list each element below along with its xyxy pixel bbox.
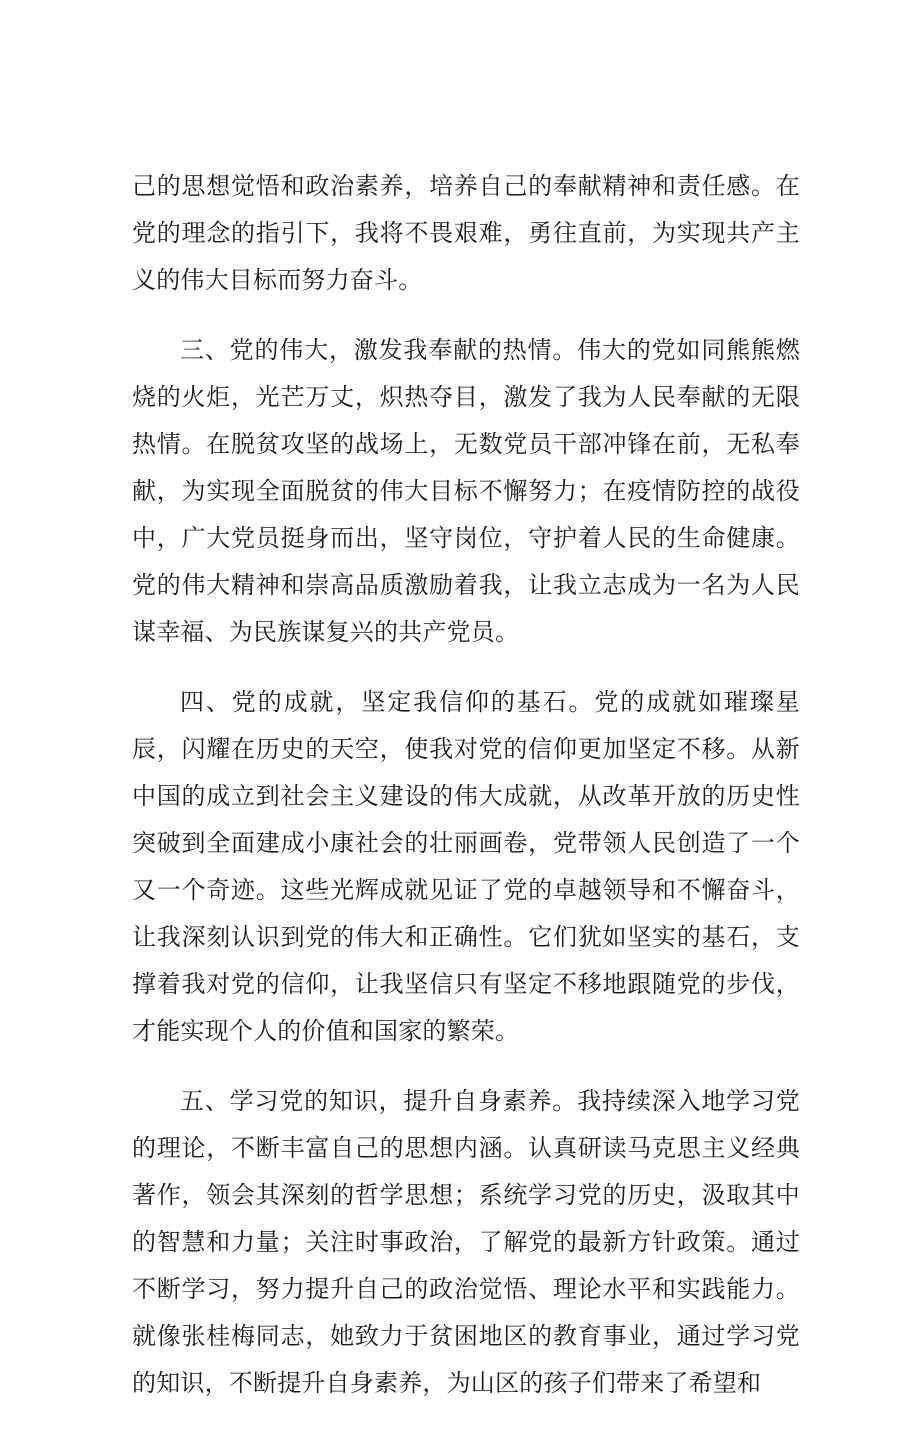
paragraph-section-five: 五、学习党的知识，提升自身素养。我持续深入地学习党的理论，不断丰富自己的思想内涵。认真研读马克思主义经典著作，领会其深刻的哲学思想；系统学习党的历史，汲取其中的智慧和力量；关注时事政治，了解党的最新方针政策。通过不断学习，努力提升自己的政治觉悟、理论水平和实践能力。就像张桂梅同志，她致力于贫困地区的教育事业，通过学习党的知识，不断提升自身素养，为山区的孩子们带来了希望和	[132, 1087, 800, 1397]
document-body	[132, 163, 800, 1430]
paragraph-section-three: 三、党的伟大，激发我奉献的热情。伟大的党如同熊熊燃烧的火炬，光芒万丈，炽热夺目，激发了我为人民奉献的无限热情。在脱贫攻坚的战场上，无数党员干部冲锋在前，无私奉献，为实现全面脱贫的伟大目标不懈努力；在疫情防控的战役中，广大党员挺身而出，坚守岗位，守护着人民的生命健康。党的伟大精神和崇高品质激励着我，让我立志成为一名为人民谋幸福、为民族谋复兴的共产党员。	[132, 336, 800, 646]
paragraph-continued: 己的思想觉悟和政治素养，培养自己的奉献精神和责任感。在党的理念的指引下，我将不畏艰难，勇往直前，为实现共产主义的伟大目标而努力奋斗。	[132, 172, 800, 294]
paragraph-section-four: 四、党的成就，坚定我信仰的基石。党的成就如璀璨星辰，闪耀在历史的天空，使我对党的信仰更加坚定不移。从新中国的成立到社会主义建设的伟大成就，从改革开放的历史性突破到全面建成小康社会的壮丽画卷，党带领人民创造了一个又一个奇迹。这些光辉成就见证了党的卓越领导和不懈奋斗，让我深刻认识到党的伟大和正确性。它们犹如坚实的基石，支撑着我对党的信仰，让我坚信只有坚定不移地跟随党的步伐，才能实现个人的价值和国家的繁荣。	[132, 688, 800, 1045]
